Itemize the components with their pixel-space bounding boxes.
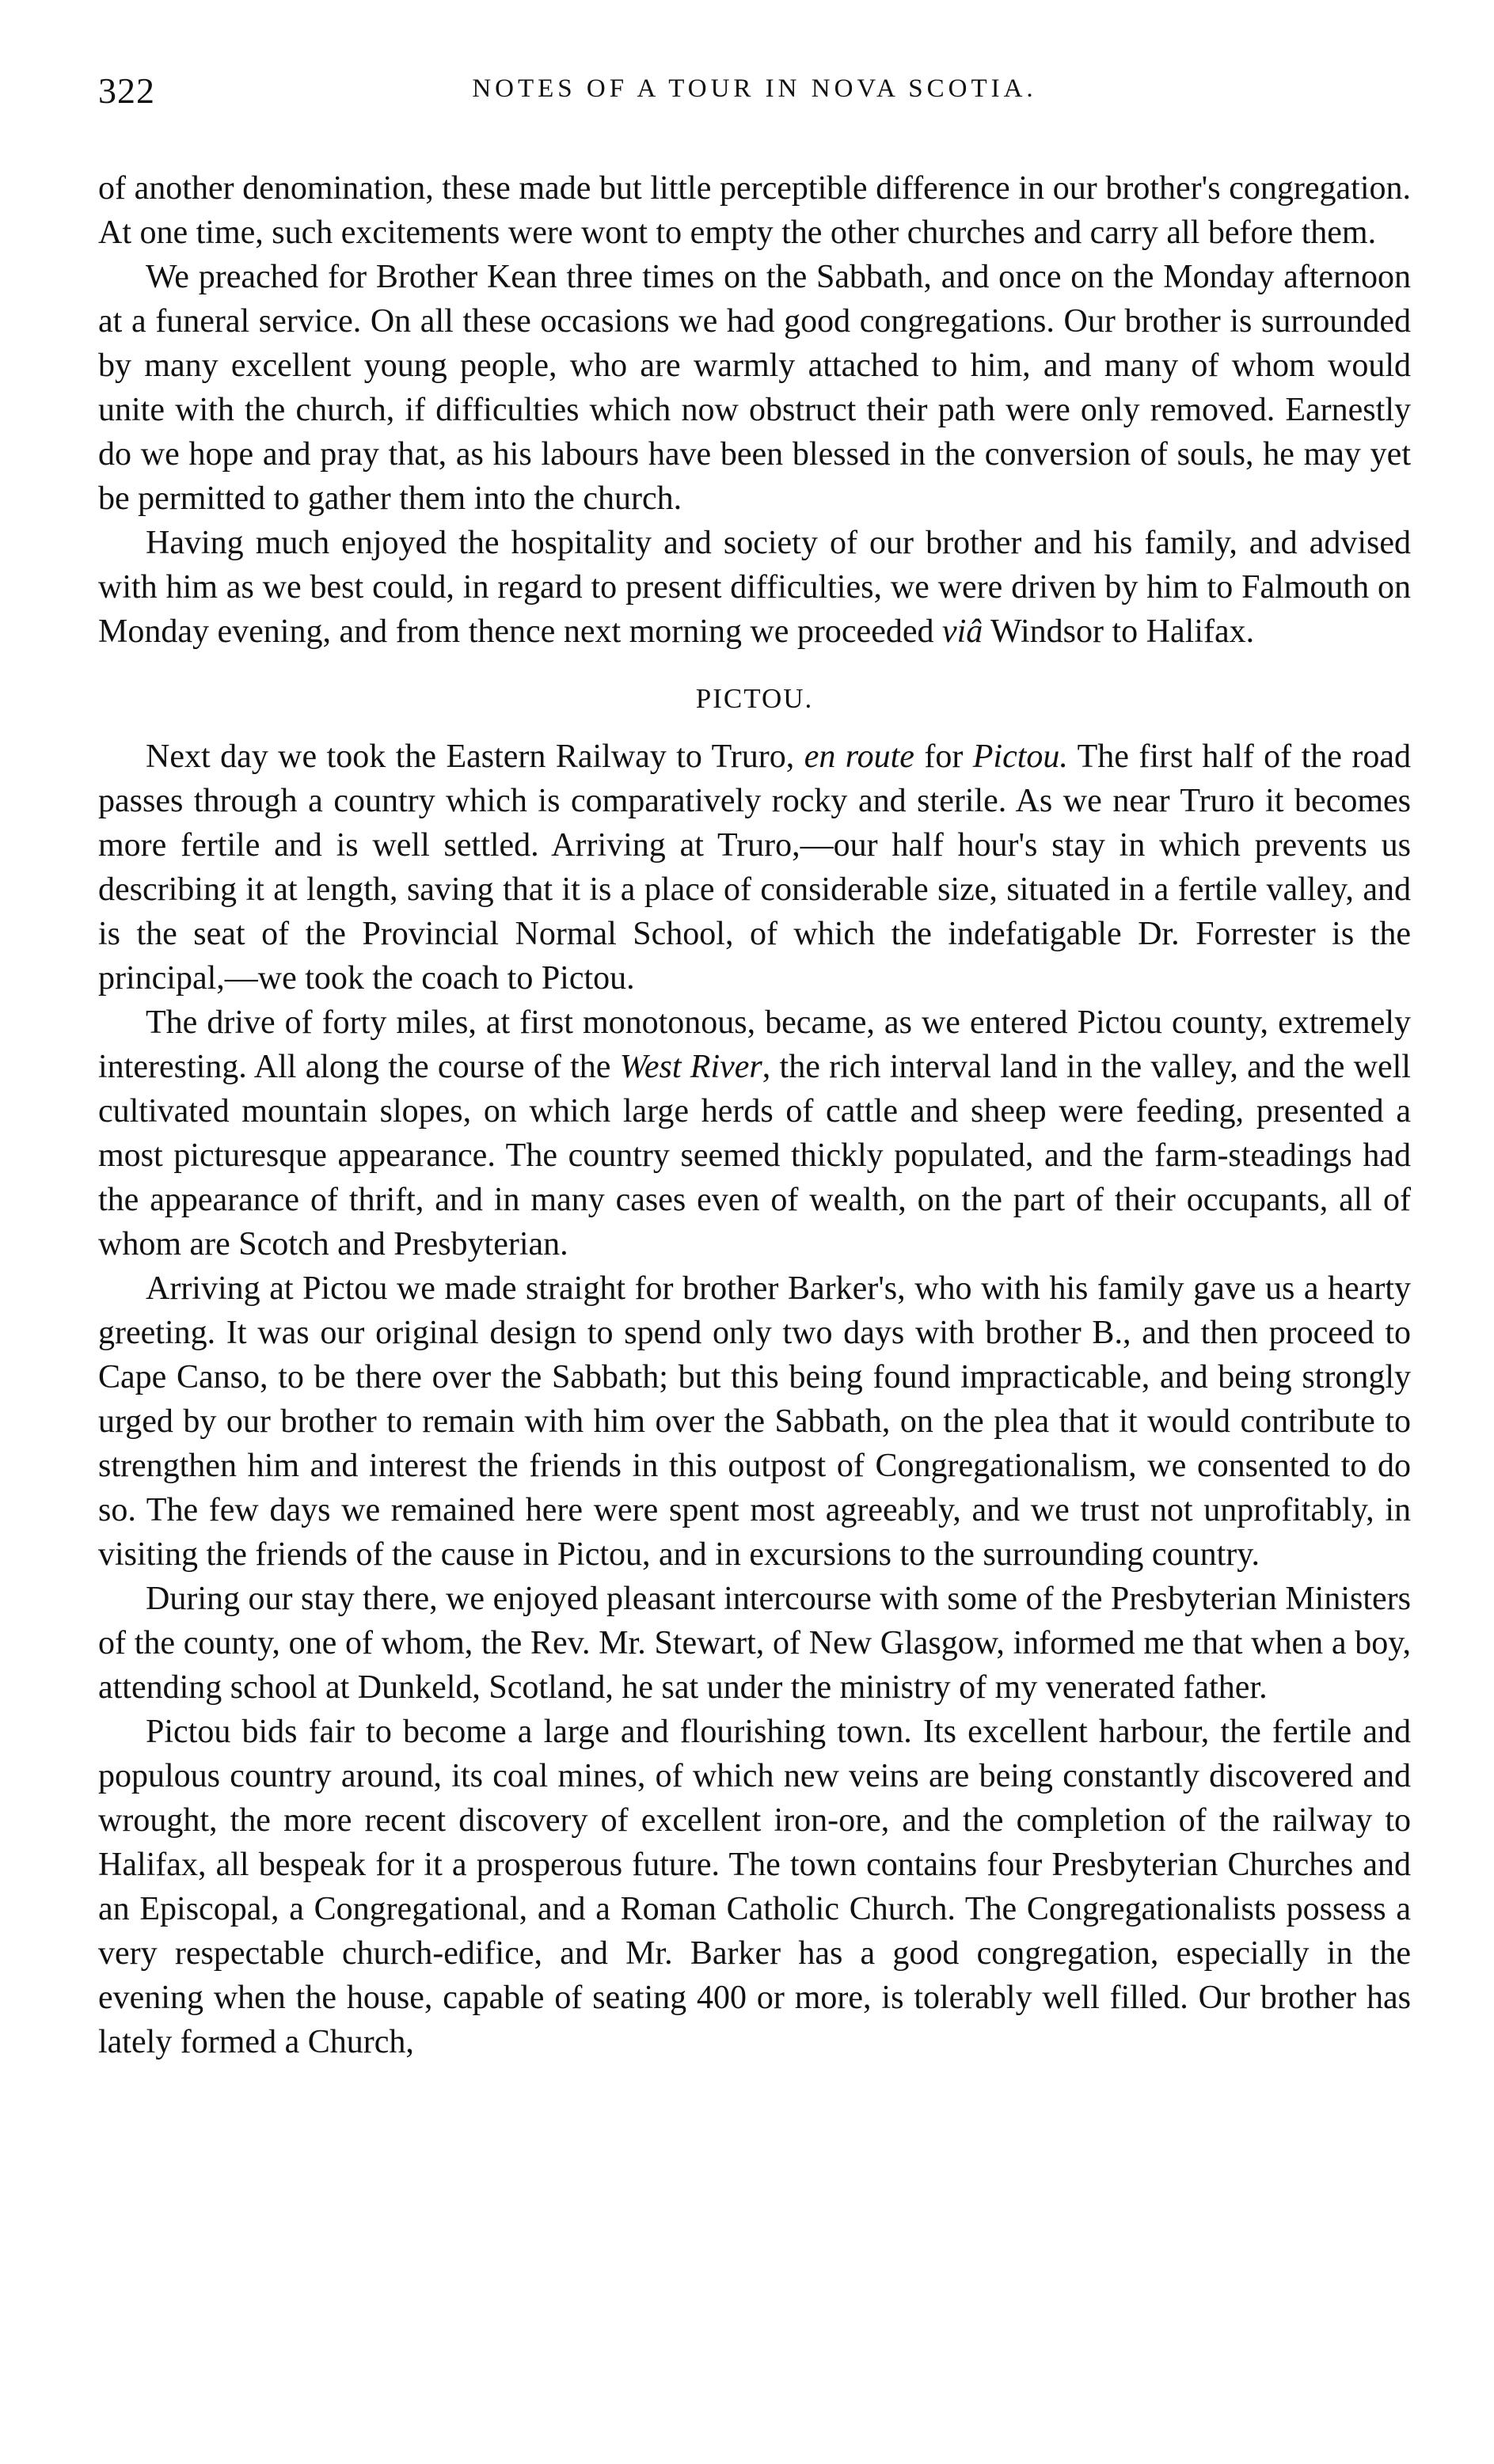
pictou-intro-part3: The first half of the road passes through a country which is comparatively rocky and sterile. As we near Truro it becomes more fertile and is well settled. Arriving at Truro,—our half hour's stay in which prevents us describing it at length, saving that it is a place of considerable size, situated in a fertile valley, and is the seat of the Provincial Normal School, of which the indefatigable Dr. Forrester is the principal,—we took the coach to Pictou.: [98, 738, 1411, 997]
drive-part2: , the rich interval land in the valley, and the well cultivated mountain slopes, on which large herds of cattle and sheep were feeding, presented a most picturesque appearance. The country seemed thickly populated, and the farm-steadings had the appearance of thrift, and in many cases even of wealth, on the part of their occupants, all of whom are Scotch and Presbyterian.: [98, 1049, 1411, 1262]
paragraph-hospitality-italic: viâ: [941, 613, 983, 650]
pictou-intro-italic1: en route: [804, 738, 914, 775]
pictou-intro-part1: Next day we took the Eastern Railway to Truro,: [146, 738, 804, 775]
paragraph-preached: We preached for Brother Kean three times on the Sabbath, and once on the Monday afternoon at a funeral service. On all these occasions we had good congregations. Our brother is surrounded by many excellent young people, who are warmly attached to him, and many of whom would unite with the church, if difficulties which now obstruct their path were only removed. Earnestly do we hope and pray that, as his labours have been blessed in the conversion of souls, he may yet be permitted to gather them into the church.: [98, 259, 1411, 517]
paragraph-pictou-intro: [98, 735, 1411, 1000]
paragraph-drive: [98, 1000, 1411, 1266]
paragraph-pictou-town: Pictou bids fair to become a large and flourishing town. Its excellent harbour, the fertile and populous country around, its coal mines, of which new veins are being constantly discovered and wrought, the more recent discovery of excellent iron-ore, and the completion of the railway to Halifax, all bespeak for it a prosperous future. The town contains four Presbyterian Churches and an Episcopal, a Congregational, and a Roman Catholic Church. The Congregationalists possess a very respectable church-edifice, and Mr. Barker has a good congregation, especially in the evening when the house, capable of seating 400 or more, is tolerably well filled. Our brother has lately formed a Church,: [98, 1714, 1411, 2060]
paragraph-arriving: Arriving at Pictou we made straight for brother Barker's, who with his family gave us a hearty greeting. It was our original design to spend only two days with brother B., and then proceed to Cape Canso, to be there over the Sabbath; but this being found impracticable, and being strongly urged by our brother to remain with him over the Sabbath, on the plea that it would contribute to strengthen him and interest the friends in this outpost of Congregationalism, we consented to do so. The few days we remained here were spent most agreeably, and we trust not unprofitably, in visiting the friends of the cause in Pictou, and in excursions to the surrounding country.: [98, 1270, 1411, 1573]
pictou-intro-italic2: Pictou.: [972, 738, 1068, 775]
page-number: 322: [98, 70, 155, 111]
running-head: [98, 70, 1411, 117]
book-page: [98, 70, 1411, 2064]
paragraph-hospitality: [98, 521, 1411, 654]
paragraph-stay: During our stay there, we enjoyed pleasant intercourse with some of the Presbyterian Ministers of the county, one of whom, the Rev. Mr. Stewart, of New Glasgow, informed me that when a boy, attending school at Dunkeld, Scotland, he sat under the ministry of my venerated father.: [98, 1581, 1411, 1706]
section-heading-pictou: PICTOU.: [695, 683, 814, 714]
paragraph-hospitality-after: Windsor to Halifax.: [983, 613, 1255, 650]
drive-italic: West River: [619, 1049, 762, 1085]
drive-part1: The drive of forty miles, at first monotonous, became, as we entered Pictou county, extremely interesting. All along the course of the: [98, 1004, 1411, 1085]
running-title: NOTES OF A TOUR IN NOVA SCOTIA.: [472, 74, 1037, 103]
paragraph-continuation: of another denomination, these made but little perceptible difference in our brother's congregation. At one time, such excitements were wont to empty the other churches and carry all before them.: [98, 170, 1411, 251]
pictou-intro-part2: for: [914, 738, 973, 775]
paragraph-hospitality-text: Having much enjoyed the hospitality and society of our brother and his family, and advised with him as we best could, in regard to present difficulties, we were driven by him to Falmouth on Monday evening, and from thence next morning we proceeded: [98, 525, 1411, 650]
